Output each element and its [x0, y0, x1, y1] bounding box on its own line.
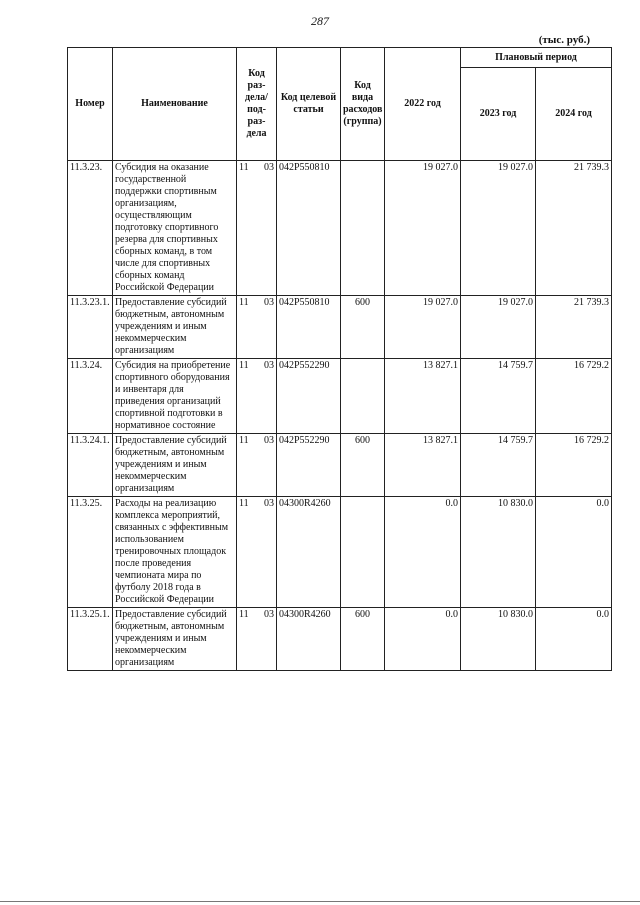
row-amount-2024: 16 729.2 — [536, 359, 612, 434]
row-subsection: 03 — [264, 162, 274, 173]
row-number: 11.3.23.1. — [68, 296, 113, 359]
row-target-code: 04300R4260 — [277, 608, 341, 671]
row-amount-2022: 19 027.0 — [385, 296, 461, 359]
row-name: Предоставление субсидий бюджетным, автономным учреждениям и иным некоммерческим организациям — [113, 296, 237, 359]
row-amount-2023: 19 027.0 — [461, 296, 536, 359]
row-expense-group: 600 — [341, 296, 385, 359]
row-section-code — [237, 161, 277, 296]
row-expense-group: 600 — [341, 434, 385, 497]
row-target-code: 042P552290 — [277, 434, 341, 497]
header-planning-period: Плановый период — [461, 48, 612, 68]
header-year-2023: 2023 год — [461, 68, 536, 161]
header-expense-code: Код вида расходов (группа) — [341, 48, 385, 161]
row-amount-2024: 0.0 — [536, 608, 612, 671]
row-amount-2024: 16 729.2 — [536, 434, 612, 497]
row-expense-group — [341, 161, 385, 296]
header-year-2024: 2024 год — [536, 68, 612, 161]
table-row — [68, 608, 612, 671]
budget-table — [67, 47, 612, 671]
row-expense-group: 600 — [341, 608, 385, 671]
row-amount-2022: 19 027.0 — [385, 161, 461, 296]
row-amount-2023: 10 830.0 — [461, 608, 536, 671]
row-number: 11.3.23. — [68, 161, 113, 296]
row-amount-2024: 0.0 — [536, 497, 612, 608]
row-amount-2022: 0.0 — [385, 608, 461, 671]
row-amount-2023: 19 027.0 — [461, 161, 536, 296]
row-section: 11 — [239, 609, 249, 620]
row-section-code — [237, 296, 277, 359]
table-row — [68, 359, 612, 434]
table-body — [68, 161, 612, 671]
row-section: 11 — [239, 498, 249, 509]
units-label: (тыс. руб.) — [538, 34, 590, 46]
row-section: 11 — [239, 297, 249, 308]
row-name: Расходы на реализацию комплекса мероприятий, связанных с эффективным использованием тренировочных площадок после проведения чемпионата мира по футболу 2018 года в Российской Федерации — [113, 497, 237, 608]
row-number: 11.3.25.1. — [68, 608, 113, 671]
row-name: Предоставление субсидий бюджетным, автономным учреждениям и иным некоммерческим организациям — [113, 608, 237, 671]
row-subsection: 03 — [264, 297, 274, 308]
row-section-code — [237, 359, 277, 434]
table-row — [68, 161, 612, 296]
row-target-code: 04300R4260 — [277, 497, 341, 608]
row-amount-2023: 10 830.0 — [461, 497, 536, 608]
page-bottom-rule — [0, 901, 640, 902]
row-name: Субсидия на приобретение спортивного оборудования и инвентаря для приведения организаций спортивной подготовки в нормативное состояние — [113, 359, 237, 434]
row-target-code: 042P550810 — [277, 296, 341, 359]
row-subsection: 03 — [264, 435, 274, 446]
table-row — [68, 434, 612, 497]
table-row — [68, 497, 612, 608]
row-subsection: 03 — [264, 609, 274, 620]
table-row — [68, 296, 612, 359]
header-year-2022: 2022 год — [385, 48, 461, 161]
row-amount-2022: 13 827.1 — [385, 359, 461, 434]
row-amount-2022: 13 827.1 — [385, 434, 461, 497]
row-amount-2022: 0.0 — [385, 497, 461, 608]
row-target-code: 042P550810 — [277, 161, 341, 296]
row-number: 11.3.24.1. — [68, 434, 113, 497]
header-target-code: Код целевой статьи — [277, 48, 341, 161]
row-name: Предоставление субсидий бюджетным, автономным учреждениям и иным некоммерческим организациям — [113, 434, 237, 497]
page-number: 287 — [311, 14, 329, 28]
header-section-code: Код раз-дела/ под-раз-дела — [237, 48, 277, 161]
header-name: Наименование — [113, 48, 237, 161]
row-section-code — [237, 608, 277, 671]
row-section-code — [237, 434, 277, 497]
row-amount-2024: 21 739.3 — [536, 296, 612, 359]
row-amount-2023: 14 759.7 — [461, 359, 536, 434]
row-expense-group — [341, 359, 385, 434]
row-name: Субсидия на оказание государственной поддержки спортивным организациям, осуществляющим подготовку спортивного резерва для спортивных сборных команд, в том числе для спортивных сборных команд Российской Федерации — [113, 161, 237, 296]
row-section-code — [237, 497, 277, 608]
row-section: 11 — [239, 360, 249, 371]
header-number: Номер — [68, 48, 113, 161]
row-number: 11.3.25. — [68, 497, 113, 608]
row-subsection: 03 — [264, 498, 274, 509]
row-section: 11 — [239, 162, 249, 173]
row-target-code: 042P552290 — [277, 359, 341, 434]
row-number: 11.3.24. — [68, 359, 113, 434]
row-subsection: 03 — [264, 360, 274, 371]
row-amount-2024: 21 739.3 — [536, 161, 612, 296]
row-section: 11 — [239, 435, 249, 446]
row-amount-2023: 14 759.7 — [461, 434, 536, 497]
row-expense-group — [341, 497, 385, 608]
